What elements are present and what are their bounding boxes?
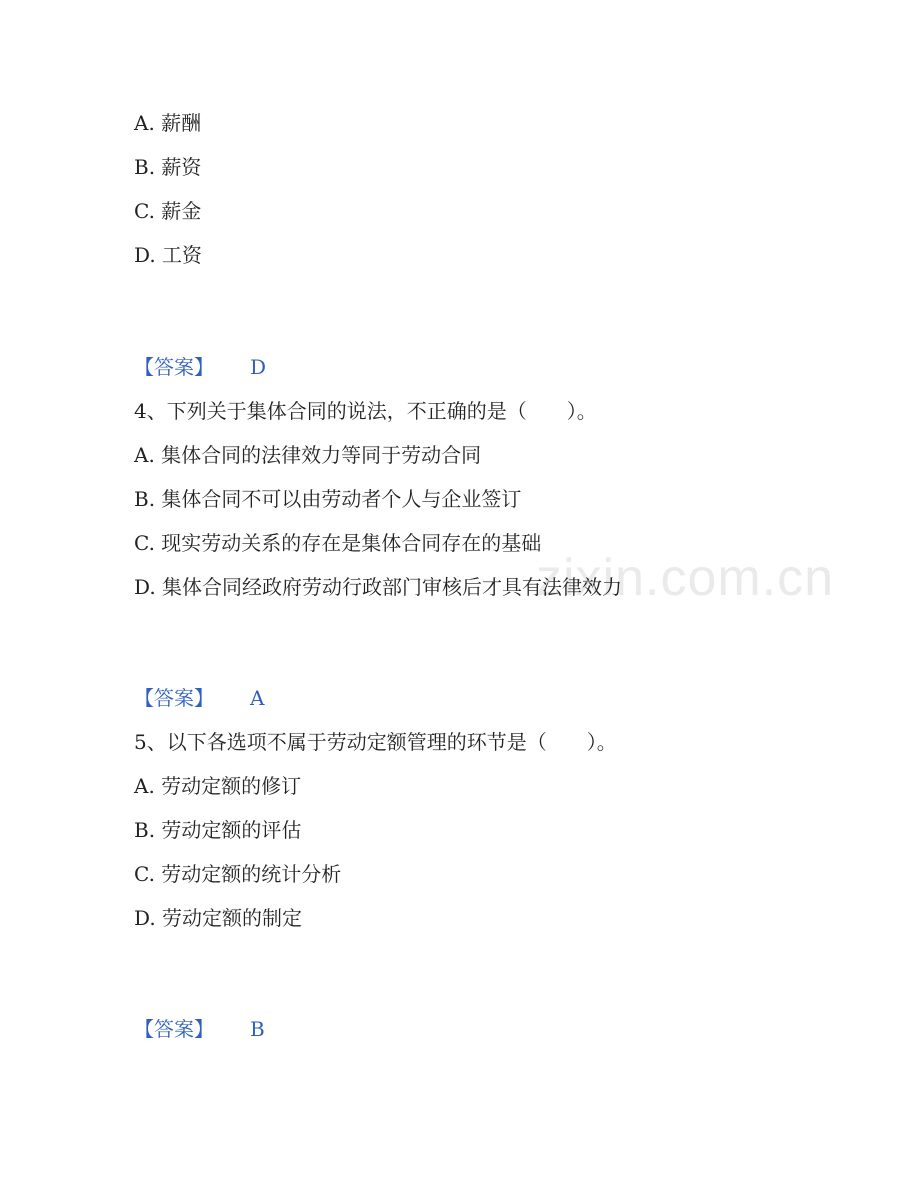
answer-label: 【答案】 bbox=[134, 355, 214, 379]
q3-option-b: B. 薪资 bbox=[134, 155, 202, 179]
q4-question: 4、下列关于集体合同的说法，不正确的是（ ）。 bbox=[134, 399, 597, 423]
q3-answer bbox=[134, 355, 266, 379]
q5-option-d: D. 劳动定额的制定 bbox=[134, 906, 303, 930]
q5-option-a: A. 劳动定额的修订 bbox=[134, 774, 302, 798]
q4-option-c: C. 现实劳动关系的存在是集体合同存在的基础 bbox=[134, 531, 542, 555]
watermark: zixin.com.cn bbox=[536, 549, 835, 607]
answer-value: A bbox=[250, 686, 265, 710]
q3-option-a: A. 薪酬 bbox=[134, 111, 202, 135]
q3-option-c: C. 薪金 bbox=[134, 199, 202, 223]
q4-option-a: A. 集体合同的法律效力等同于劳动合同 bbox=[134, 443, 482, 467]
answer-value: B bbox=[250, 1017, 265, 1041]
answer-value: D bbox=[250, 355, 267, 379]
q5-option-c: C. 劳动定额的统计分析 bbox=[134, 862, 342, 886]
q4-answer bbox=[134, 686, 264, 710]
q3-option-d: D. 工资 bbox=[134, 243, 203, 267]
q5-answer bbox=[134, 1017, 265, 1041]
q5-question: 5、以下各选项不属于劳动定额管理的环节是（ ）。 bbox=[134, 730, 617, 754]
q5-option-b: B. 劳动定额的评估 bbox=[134, 818, 302, 842]
answer-label: 【答案】 bbox=[134, 1017, 214, 1041]
q4-option-b: B. 集体合同不可以由劳动者个人与企业签订 bbox=[134, 487, 522, 511]
answer-label: 【答案】 bbox=[134, 686, 214, 710]
q4-option-d: D. 集体合同经政府劳动行政部门审核后才具有法律效力 bbox=[134, 575, 623, 599]
